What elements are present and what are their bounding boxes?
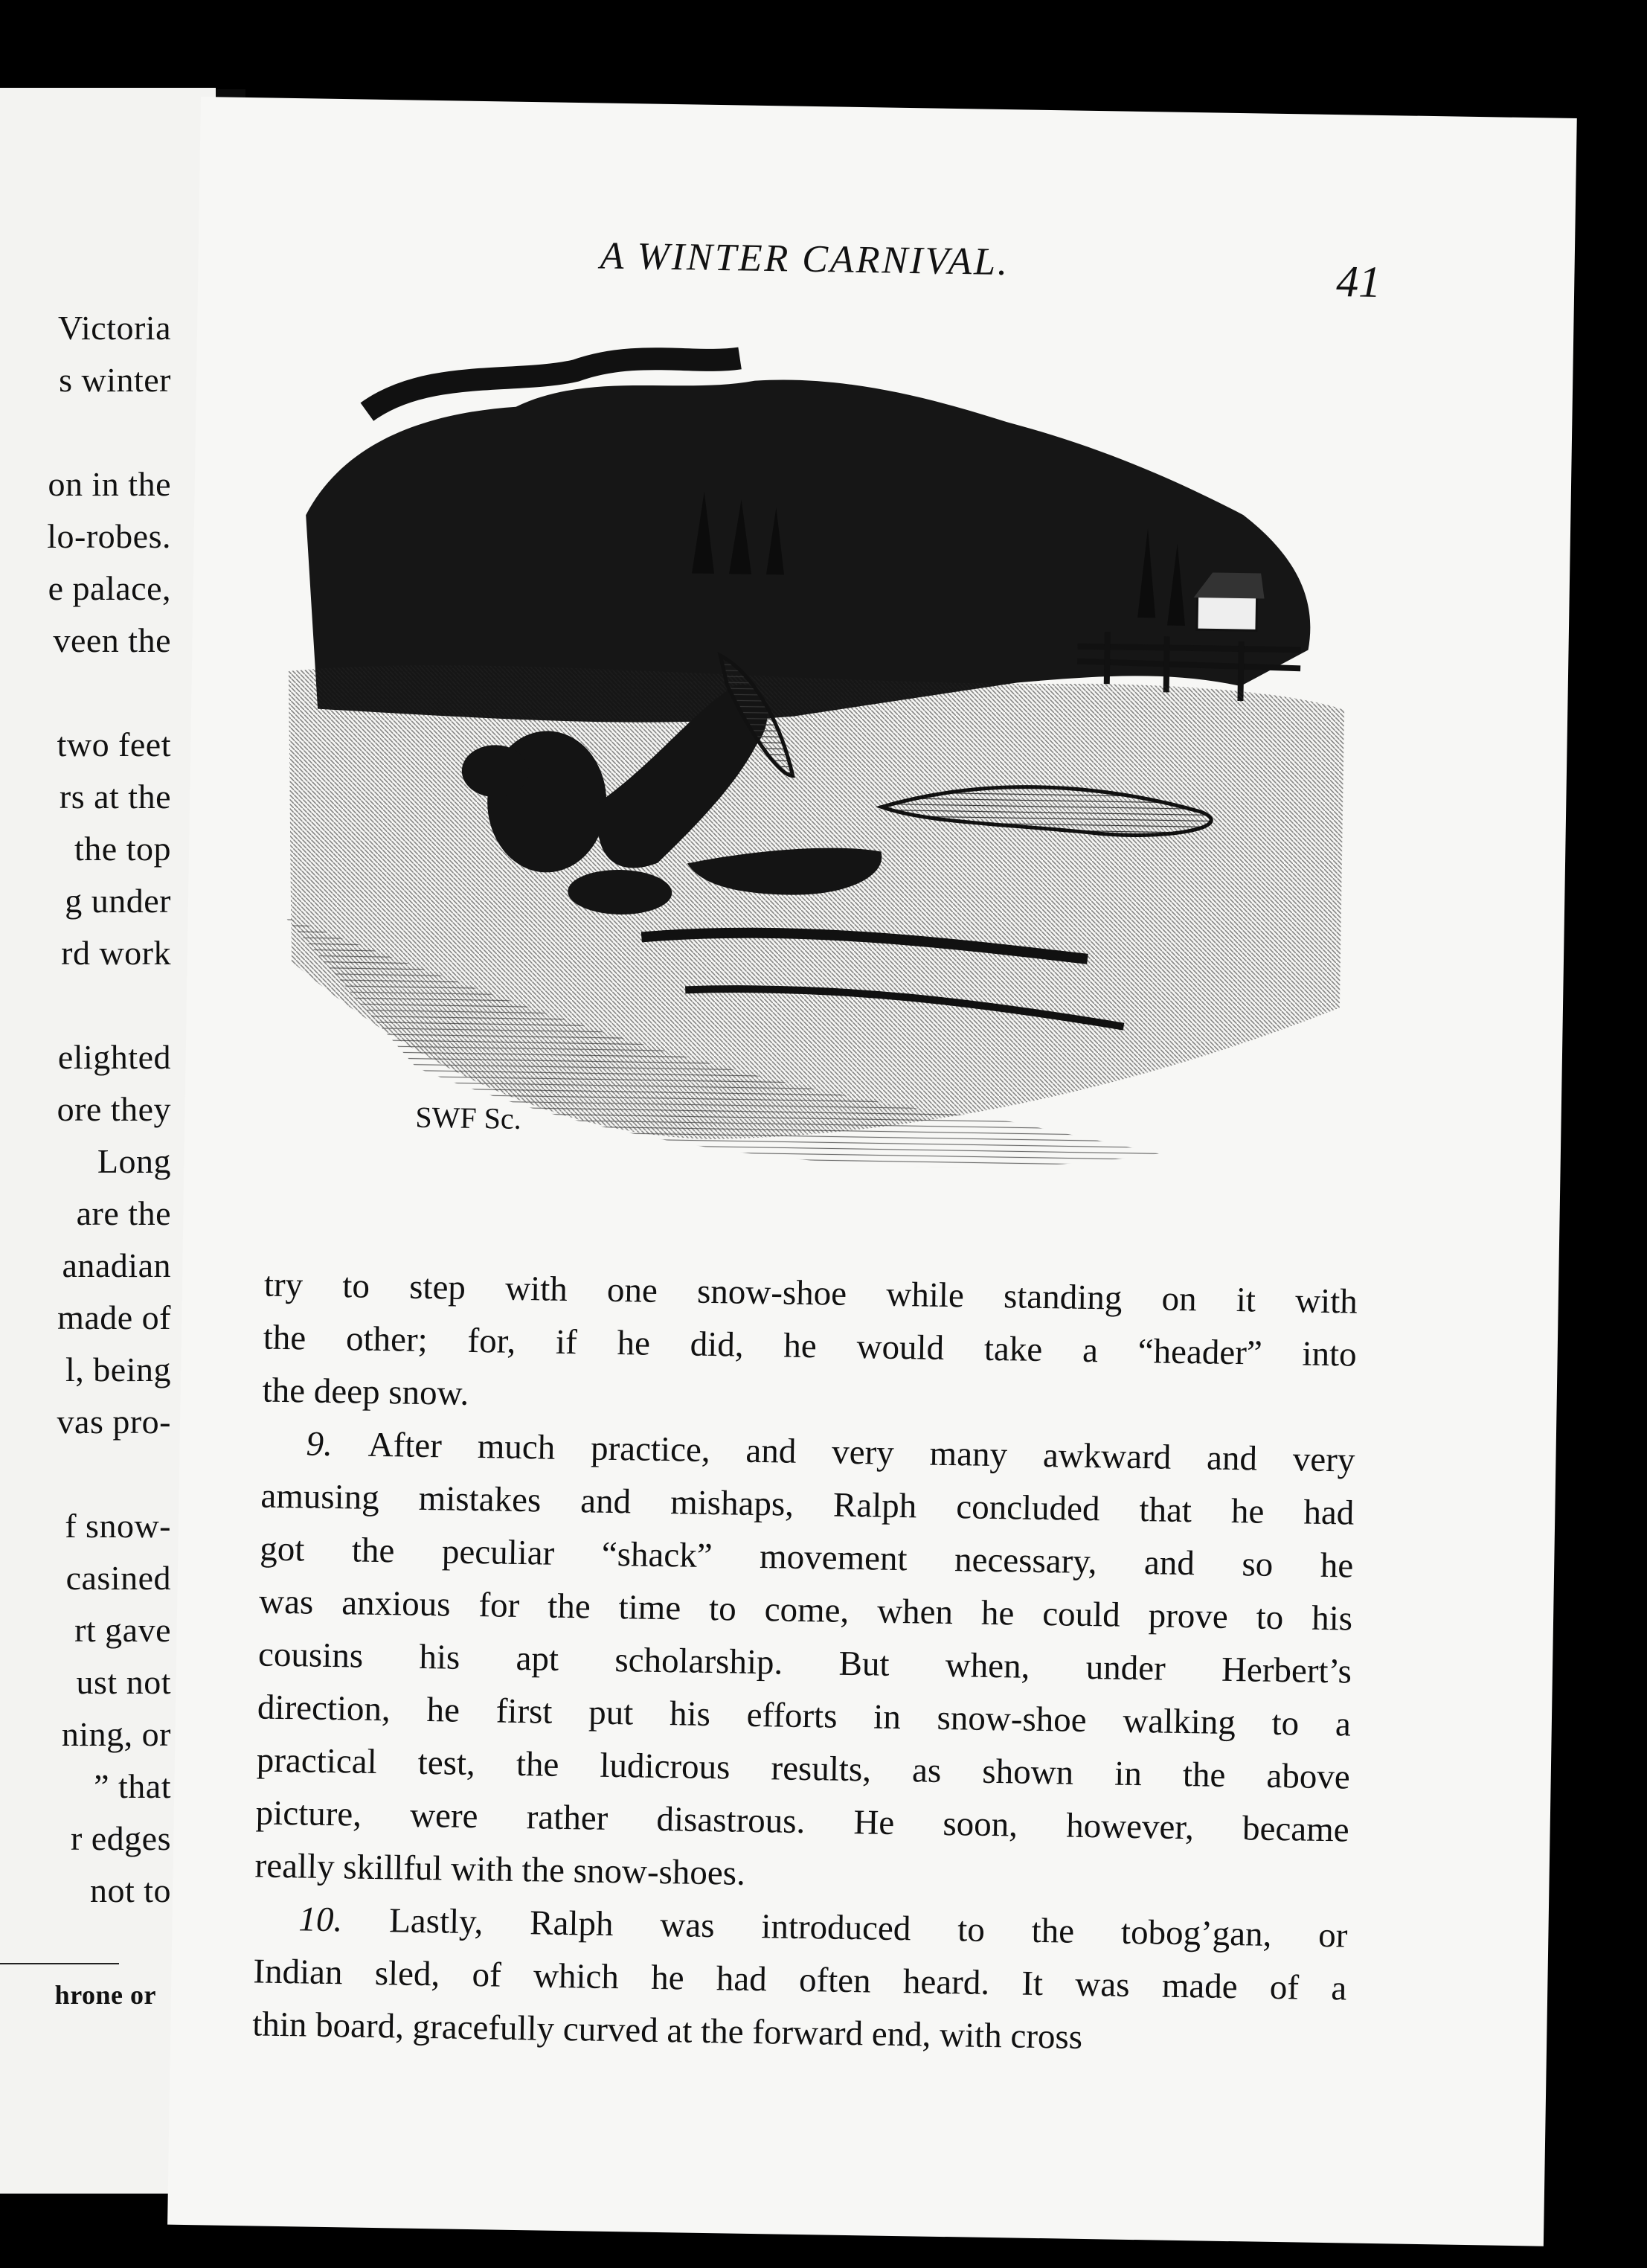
text-line-content: direction, he first put his efforts in snow-shoe walking to a	[257, 1688, 1352, 1744]
left-page-line: veen the	[53, 621, 171, 659]
paragraph-10	[252, 1892, 1348, 2068]
text-line-content: the other; for, if he did, he would take a “header” into	[263, 1318, 1358, 1374]
left-page-line: ning, or	[61, 1715, 171, 1753]
paragraph-9	[254, 1418, 1355, 1910]
engraving-illustration	[264, 321, 1380, 1313]
engraver-signature: SWF Sc.	[415, 1100, 522, 1135]
text-line-content: try to step with one snow-shoe while standing on it with	[263, 1265, 1358, 1322]
left-page-line: ore they	[57, 1090, 171, 1128]
left-page-line: lo-robes.	[47, 517, 171, 555]
text-line-content: was anxious for the time to come, when he could prove to his	[258, 1582, 1353, 1638]
paragraph-number: 10.	[298, 1900, 390, 1941]
left-page-line: are the	[76, 1194, 171, 1232]
body-text	[252, 1259, 1358, 2069]
left-page-line: r edges	[70, 1819, 171, 1857]
footnote-rule	[0, 1963, 119, 1964]
left-page-line: rt gave	[74, 1611, 171, 1649]
text-line-content: thin board, gracefully curved at the forward end, with cross	[251, 2005, 1083, 2057]
text-line-content: got the peculiar “shack” movement necessary, and so he	[259, 1529, 1354, 1586]
paragraph-number: 9.	[306, 1424, 369, 1464]
page-number: 41	[1335, 257, 1381, 307]
left-page-line: rd work	[61, 934, 171, 972]
paragraph-continued	[262, 1259, 1358, 1435]
left-page-line: f snow-	[65, 1507, 171, 1545]
left-page-line: two feet	[57, 725, 171, 763]
left-page-line: l, being	[65, 1351, 171, 1388]
left-page-line: s winter	[59, 361, 171, 399]
left-footnote: hrone or	[54, 1980, 156, 2010]
running-head: A WINTER CARNIVAL.	[600, 234, 1010, 284]
left-page-line: casined	[65, 1559, 171, 1597]
left-page-line: Victoria	[58, 309, 171, 347]
text-line-content: amusing mistakes and mishaps, Ralph concluded that he had	[260, 1476, 1355, 1533]
text-line-content: Lastly, Ralph was introduced to the tobog’gan, or	[388, 1901, 1348, 1955]
right-page	[167, 97, 1577, 2246]
text-line-content: the deep snow.	[262, 1371, 469, 1413]
left-page-line: ” that	[94, 1767, 171, 1805]
left-page-line: not to	[89, 1871, 171, 1909]
text-line-content: really skillful with the snow-shoes.	[254, 1846, 746, 1893]
left-page-line: anadian	[62, 1246, 171, 1284]
left-page-line: e palace,	[48, 569, 171, 607]
left-page-line: on in the	[48, 465, 171, 503]
left-page-line: vas pro-	[57, 1403, 171, 1441]
text-line-content: After much practice, and very many awkward and very	[367, 1425, 1355, 1480]
left-page-line: Long	[97, 1142, 171, 1180]
text-line-content: cousins his apt scholarship. But when, under Herbert’s	[257, 1635, 1352, 1691]
left-page-line: made of	[57, 1298, 171, 1336]
left-page-line: ust not	[76, 1663, 171, 1701]
text-line-content: Indian sled, of which he had often heard. It was made of a	[253, 1952, 1347, 2008]
left-page-line: rs at the	[59, 778, 171, 816]
text-line-content: picture, were rather disastrous. He soon, however, became	[255, 1793, 1350, 1850]
left-page-line: elighted	[57, 1038, 171, 1076]
text-line-content: practical test, the ludicrous results, as shown in the above	[256, 1740, 1351, 1797]
left-page-line: the top	[74, 830, 171, 868]
left-page-line: g under	[65, 882, 171, 920]
